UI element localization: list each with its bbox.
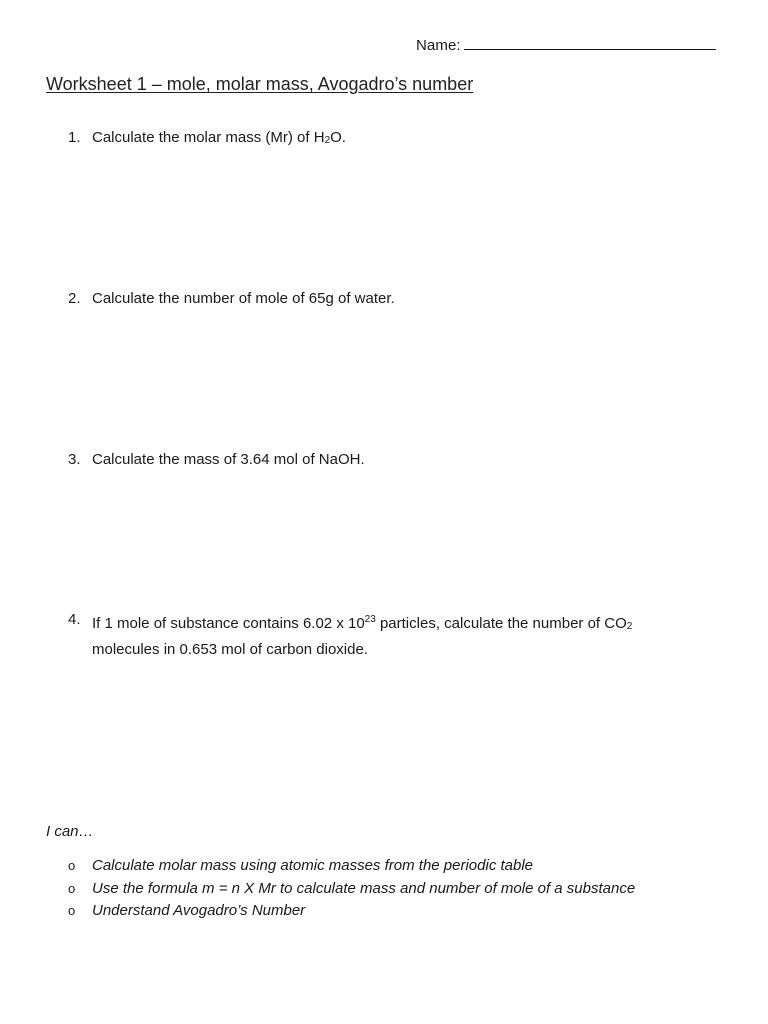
list-item [68, 878, 635, 901]
question-2 [68, 287, 708, 310]
question-4 [68, 608, 708, 661]
question-number: 3. [68, 451, 81, 468]
question-number: 2. [68, 290, 81, 307]
question-text: Calculate the molar mass (Mr) of $H_2O$. [92, 129, 346, 146]
list-item [68, 900, 635, 923]
name-field [416, 35, 716, 54]
outcome-text: Understand Avogadro’s Number [92, 902, 306, 919]
question-number: 1. [68, 129, 81, 146]
worksheet-title: Worksheet 1 – mole, molar mass, Avogadro’s number [46, 74, 474, 94]
question-number: 4. [68, 611, 81, 628]
bullet-icon: o [68, 880, 76, 896]
question-text: Calculate the mass of 3.64 mol of NaOH. [92, 451, 365, 468]
question-text: If 1 mole of substance contains 6.02 x $10^{23}$ particles, calculate the number of $CO_2$ molecules in 0.653 mol of carbon dioxide. [92, 614, 633, 658]
learning-outcomes-heading: I can… [46, 823, 94, 840]
question-3 [68, 448, 708, 471]
question-1 [68, 126, 708, 152]
name-blank-line[interactable] [464, 35, 716, 50]
list-item [68, 855, 635, 878]
bullet-icon: o [68, 858, 76, 873]
outcome-text: Use the formula m = n X Mr to calculate mass and number of mole of a substance [92, 879, 636, 897]
bullet-icon: o [68, 903, 76, 918]
outcome-text: Calculate molar mass using atomic masses from the periodic table [92, 857, 534, 874]
question-text: Calculate the number of mole of 65g of water. [92, 290, 395, 307]
learning-outcomes-list [68, 855, 635, 923]
name-label: Name: [416, 37, 461, 54]
